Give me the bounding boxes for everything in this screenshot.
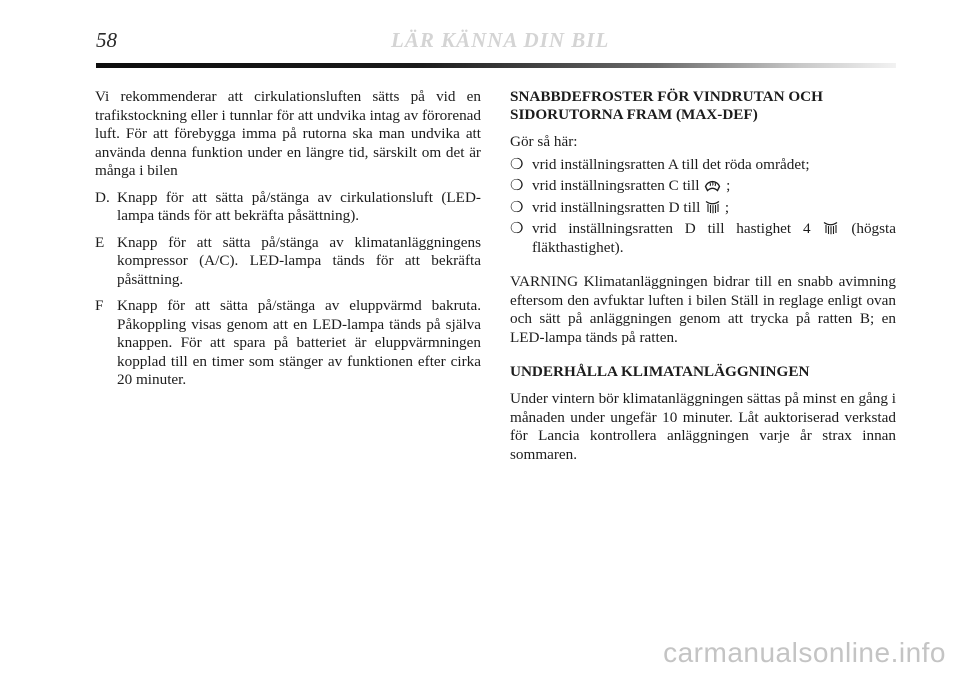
item-letter: F — [95, 297, 104, 314]
chapter-title: LÄR KÄNNA DIN BIL — [391, 28, 610, 52]
bullet-icon: ❍ — [510, 156, 524, 173]
instructions-intro: Gör så här: — [510, 133, 578, 150]
defrost-windscreen-icon — [704, 178, 721, 192]
item-letter: E — [95, 233, 105, 251]
instruction-list — [510, 156, 896, 258]
left-column — [95, 88, 481, 390]
bullet-icon: ❍ — [510, 178, 524, 194]
list-item-e — [95, 234, 481, 290]
page-number: 58 — [96, 28, 117, 52]
intro-paragraph: Vi rekommenderar att cirkulationsluften sätts på vid en trafikstockning eller i tunnlar för att undvika intag av förorenad luft. För att förebygga imma på rutorna ska man undvika att använda denna funktion under en längre tid, särskilt om det är många i bilen — [95, 88, 481, 179]
header-rule — [96, 63, 896, 68]
bullet-text: vrid inställningsratten D till — [532, 198, 701, 216]
list-item — [510, 156, 896, 175]
list-item — [510, 199, 896, 218]
bullet-icon: ❍ — [510, 199, 524, 216]
bullet-text: vrid inställningsratten D till hastighet 4 — [532, 220, 811, 237]
item-text: Knapp för att sätta på/stänga av cirkulationsluft (LED-lampa tänds för att bekräfta påsättning). — [117, 188, 481, 224]
item-letter: D. — [95, 188, 110, 206]
bullet-text: (högsta fläkthastighet). — [532, 220, 897, 256]
section-heading-maxdef: SNABBDEFROSTER FÖR VINDRUTAN OCH SIDORUTORNA FRAM (MAX-DEF) — [510, 88, 823, 123]
page-header — [96, 28, 896, 58]
bullet-icon: ❍ — [510, 221, 524, 237]
fan-max-icon — [823, 221, 838, 235]
maintenance-paragraph: Under vintern bör klimatanläggningen sättas på minst en gång i månaden under ungefär 10 minuter. Låt auktoriserad verkstad för Lancia kontrollera anläggningen varje år strax innan sommaren. — [510, 390, 896, 463]
item-text: Knapp för att sätta på/stänga av klimatanläggningens kompressor (A/C). LED-lampa tänds för att bekräfta påsättning. — [117, 233, 481, 288]
section-heading-maintenance: UNDERHÅLLA KLIMATANLÄGGNINGEN — [510, 363, 810, 380]
fan-max-icon — [705, 200, 720, 214]
list-item-d — [95, 189, 481, 226]
list-item — [510, 177, 896, 196]
bullet-text: vrid inställningsratten C till — [532, 177, 700, 194]
right-column — [510, 88, 896, 464]
bullet-text: vrid inställningsratten A till det röda området; — [532, 155, 810, 173]
bullet-text: ; — [724, 198, 730, 216]
warning-paragraph: VARNING Klimatanläggningen bidrar till en snabb avimning eftersom den avfuktar luften i bilen Ställ in reglage enligt ovan och sätt på anläggningen genom att trycka på ratten B; en LED-lampa tänds på ratten. — [510, 273, 896, 346]
item-text: Knapp för att sätta på/stänga av eluppvärmd bakruta. Påkoppling visas genom att en LED-lampa tänds på själva knappen. För att spara på batteriet är eluppvärmningen kopplad till en timer som stänger av funktionen efter cirka 20 minuter. — [117, 297, 481, 388]
list-item — [510, 220, 896, 257]
list-item-f — [95, 297, 481, 390]
bullet-text: ; — [726, 177, 731, 194]
watermark: carmanualsonline.info — [663, 637, 946, 668]
